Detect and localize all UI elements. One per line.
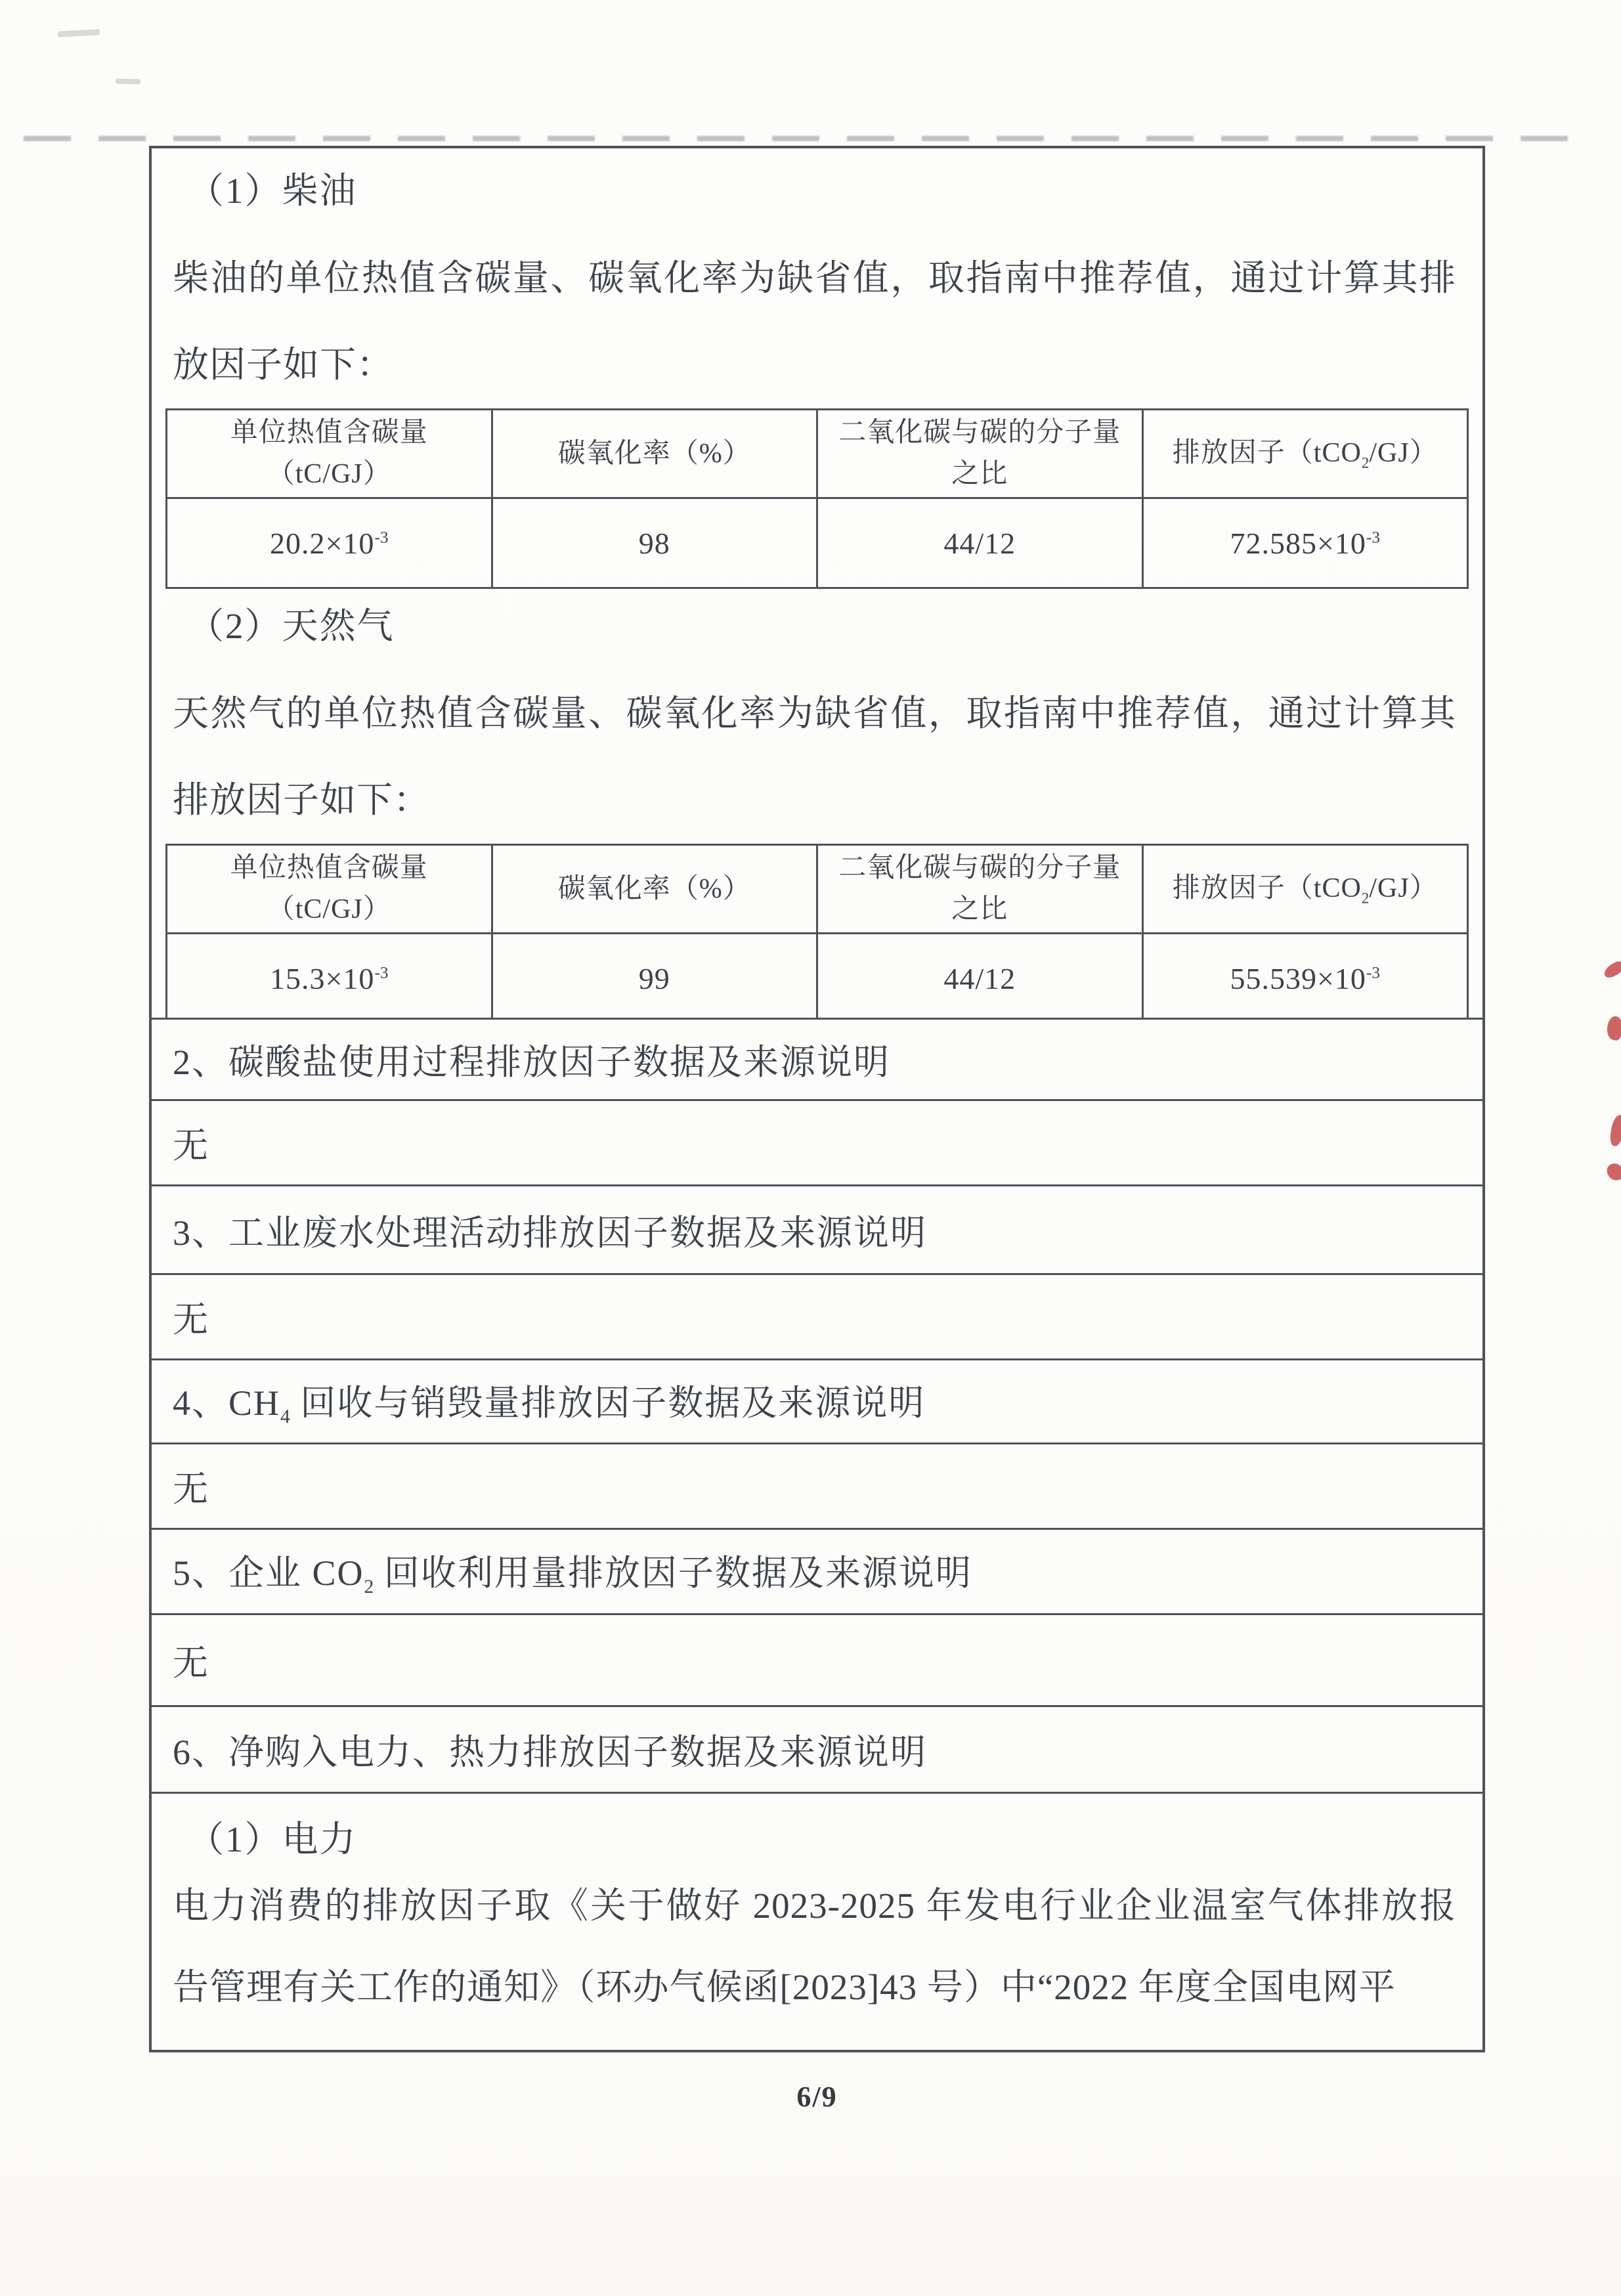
stamp-fragment	[1606, 1162, 1621, 1182]
diesel-paragraph: 柴油的单位热值含碳量、碳氧化率为缺省值，取指南中推荐值，通过计算其排放因子如下：	[173, 258, 1456, 385]
title-post: 回收与销毁量排放因子数据及来源说明	[290, 1383, 926, 1423]
header-molecular-ratio	[817, 845, 1143, 934]
gas-molecular-ratio: 44/12	[817, 934, 1143, 1018]
section-value-text: 无	[173, 1126, 209, 1165]
header-line: 碳氧化率（%）	[557, 873, 751, 904]
section-4-value	[152, 1442, 1482, 1528]
value-base: 55.539×10	[1230, 961, 1366, 995]
header-line: 之比	[951, 894, 1008, 924]
title-pre: 4、CH	[173, 1383, 281, 1423]
section-3-value	[152, 1273, 1482, 1358]
subscript: 2	[364, 1576, 374, 1597]
subscript: 2	[1361, 889, 1370, 907]
electricity-paragraph: 电力消费的排放因子取《关于做好 2023-2025 年发电行业企业温室气体排放报告管理有关工作的通知》（环办气候函[2023]43 号）中“2022 年度全国电网平	[173, 1886, 1456, 2007]
section-3-title	[152, 1184, 1482, 1273]
header-line: 二氧化碳与碳的分子量	[838, 853, 1121, 883]
superscript: -3	[374, 963, 389, 982]
header-line: （tC/GJ）	[267, 894, 391, 924]
section-4-title	[152, 1358, 1482, 1442]
section-title-text: 3、工业废水处理活动排放因子数据及来源说明	[173, 1213, 927, 1253]
diesel-molecular-ratio: 44/12	[817, 498, 1143, 588]
natural-gas-factor-table	[165, 844, 1469, 1018]
page-number: 6/9	[796, 2081, 838, 2113]
gas-emission-factor	[1142, 934, 1468, 1018]
section-6-title	[152, 1705, 1482, 1792]
superscript: -3	[374, 528, 389, 547]
header-oxidation-rate	[492, 410, 817, 498]
diesel-factor-table	[165, 408, 1469, 589]
diesel-carbon-content	[167, 498, 492, 588]
natural-gas-heading: （2）天然气	[188, 606, 395, 646]
value-base: 72.585×10	[1230, 526, 1366, 560]
value-base: 20.2×10	[269, 526, 375, 560]
natural-gas-paragraph: 天然气的单位热值含碳量、碳氧化率为缺省值，取指南中推荐值，通过计算其排放因子如下：	[173, 693, 1456, 820]
value-base: 15.3×10	[269, 961, 375, 995]
subscript: 4	[280, 1406, 290, 1427]
section-title-text	[173, 1545, 972, 1598]
header-line: 单位热值含碳量	[230, 853, 428, 883]
title-post: 回收利用量排放因子数据及来源说明	[374, 1553, 972, 1593]
scan-artifact-streak	[24, 136, 1594, 141]
header-heat-carbon-content	[167, 845, 492, 934]
stamp-fragment	[1602, 960, 1621, 980]
section-2-title	[152, 1018, 1482, 1099]
electricity-cell	[152, 1792, 1482, 2050]
header-line: 碳氧化率（%）	[557, 438, 751, 469]
diesel-heading: （1）柴油	[188, 171, 357, 211]
section-value-text: 无	[173, 1643, 209, 1683]
gas-carbon-content	[167, 934, 492, 1018]
electricity-heading: （1）电力	[188, 1819, 357, 1859]
natural-gas-value-row	[167, 934, 1468, 1018]
header-molecular-ratio	[817, 410, 1143, 498]
header-line: （tC/GJ）	[267, 459, 391, 489]
stamp-fragment	[1605, 1015, 1621, 1042]
section-value-text: 无	[173, 1300, 209, 1339]
header-oxidation-rate	[492, 845, 817, 934]
stamp-fragment	[1609, 1114, 1621, 1148]
header-line: 排放因子（tCO	[1172, 873, 1362, 904]
section-2-value	[152, 1099, 1482, 1184]
header-heat-carbon-content	[167, 410, 492, 498]
table-header-row	[167, 410, 1468, 498]
section-title-text: 2、碳酸盐使用过程排放因子数据及来源说明	[173, 1043, 890, 1082]
header-line: 排放因子（tCO	[1172, 438, 1362, 469]
header-line: 之比	[951, 459, 1008, 489]
header-line: /GJ）	[1369, 438, 1438, 469]
table-header-row	[167, 845, 1468, 934]
section-5-title	[152, 1528, 1482, 1613]
header-line: 单位热值含碳量	[230, 418, 428, 448]
title-pre: 5、企业 CO	[173, 1553, 364, 1593]
diesel-oxidation-rate: 98	[492, 498, 817, 588]
scan-speck	[58, 29, 100, 37]
diesel-value-row	[167, 498, 1468, 588]
section-value-text: 无	[173, 1469, 209, 1509]
header-line: /GJ）	[1369, 873, 1438, 904]
superscript: -3	[1366, 528, 1381, 547]
fuel-emission-factors-cell	[152, 148, 1482, 1018]
gas-oxidation-rate: 99	[492, 934, 817, 1018]
superscript: -3	[1366, 963, 1381, 982]
header-emission-factor	[1142, 410, 1468, 498]
emission-factor-form	[149, 146, 1485, 2052]
section-title-text: 6、净购入电力、热力排放因子数据及来源说明	[173, 1733, 927, 1772]
header-line: 二氧化碳与碳的分子量	[838, 418, 1121, 448]
scan-speck	[116, 78, 140, 84]
section-title-text	[173, 1375, 925, 1428]
diesel-emission-factor	[1142, 498, 1468, 588]
header-emission-factor	[1142, 845, 1468, 934]
section-5-value	[152, 1613, 1482, 1705]
subscript: 2	[1361, 454, 1370, 471]
